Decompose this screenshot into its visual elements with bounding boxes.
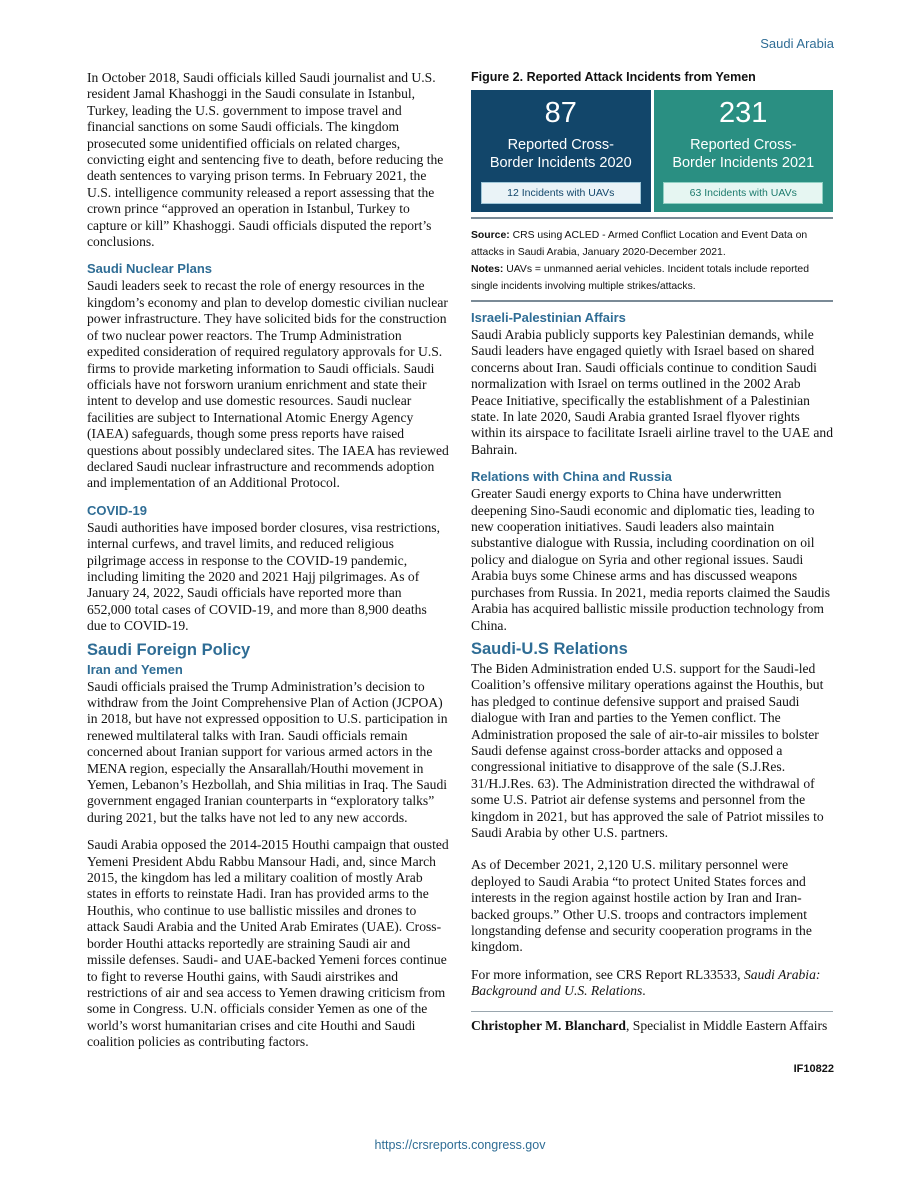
more-info-prefix: For more information, see CRS Report RL33533,	[471, 966, 744, 982]
nuclear-heading: Saudi Nuclear Plans	[87, 261, 212, 277]
us-paragraph-2: As of December 2021, 2,120 U.S. military personnel were deployed to Saudi Arabia “to protect United States forces and interests in the region against hostile action by Iran and Iran-backed groups.” Other U.S. troops and contractors implement longstanding defense and security cooperation programs in the kingdom.	[471, 857, 812, 955]
running-header: Saudi Arabia	[760, 36, 834, 51]
covid-heading: COVID-19	[87, 502, 147, 518]
left-column	[87, 70, 449, 1062]
covid-paragraph: Saudi authorities have imposed border closures, visa restrictions, internal curfews, and travel limits, and reduced religious pilgrimage access in response to the COVID-19 pandemic, including limiting the 2020 and 2021 Hajj pilgrimages. As of January 24, 2022, Saudi officials have reported more than 652,000 total cases of COVID-19, and more than 8,900 deaths due to COVID-19.	[87, 519, 440, 634]
khashoggi-paragraph: In October 2018, Saudi officials killed Saudi journalist and U.S. resident Jamal Khashoggi in the Saudi consulate in Istanbul, Turkey, leading the U.S. government to impose travel and financial sanctions on some Saudi officials. The kingdom prosecuted some unidentified officials on related charges, convicting eight and sentencing five to death, before reducing the death sentences to varying prison terms. In February 2021, the U.S. intelligence community released a report assessing that the crown prince “approved an operation in Istanbul, Turkey to capture or kill” Khashoggi. Saudi officials disputed the report’s conclusions.	[87, 70, 444, 250]
incidents-2020-label	[490, 136, 632, 172]
iran-paragraph: Saudi officials praised the Trump Administration’s decision to withdraw from the Joint Comprehensive Plan of Action (JCPOA) in 2018, but have not expressed opposition to U.S. participation in renewed multilateral talks with Iran. Saudi officials remain concerned about Iranian support for various armed actors in the MENA region, especially the Ansarallah/Houthi movement in Yemen, Lebanon’s Hezbollah, and Shia militias in Iraq. The Saudi government engaged Iranian counterparts in “exploratory talks” during 2021, but the talks have not led to any new accords.	[87, 678, 448, 825]
incidents-2020-value: 87	[544, 97, 577, 129]
saudi-us-heading: Saudi-U.S Relations	[471, 639, 628, 658]
footer-url[interactable]: https://crsreports.congress.gov	[374, 1138, 546, 1152]
report-title: Saudi Arabia: Background and U.S. Relations	[471, 966, 821, 999]
more-info-suffix: .	[642, 983, 646, 999]
incidents-2020-label-line1: Reported Cross-	[507, 137, 614, 153]
china-russia-paragraph: Greater Saudi energy exports to China have underwritten deepening Sino-Saudi economic and diplomatic ties, leading to new cooperation initiatives. Saudi leaders also maintain substantive dialogue with Russia, including coordination on oil policy and dialogue on Syria and other regional issues. Saudi Arabia buys some Chinese arms and has discussed weapons purchases from Russia. In 2021, media reports claimed the Saudis Arabia has acquired ballistic missile production technology from China.	[471, 486, 831, 633]
us-paragraph-1: The Biden Administration ended U.S. support for the Saudi-led Coalition’s offensive military operations against the Houthis, but has pledged to continue defensive support and praised Saudi dialogue with Iran and parties to the Yemen conflict. The Administration proposed the sale of air-to-air missiles to bolster Saudi defense against cross-border attacks and opposed a congressional initiative to disapprove of the sale (S.J.Res. 31/H.J.Res. 63). The Administration directed the withdrawal of some U.S. Patriot air defense systems and personnel from the kingdom in 2021, but has approved the sale of Patriot missiles to Saudi Arabia by other U.S. partners.	[471, 660, 824, 840]
figure-graphic	[471, 90, 833, 219]
incidents-2021-value: 231	[719, 97, 768, 129]
nuclear-paragraph: Saudi leaders seek to recast the role of energy resources in the kingdom’s economy and plan to develop domestic civilian nuclear power infrastructure. They have solicited bids for the construction of two nuclear power reactors. The Trump Administration expedited consideration of required regulatory approvals for U.S. firms to provide marketing information to Saudi officials. Saudi officials have not forsworn uranium enrichment and state their intent to develop and use domestic resources. Saudi nuclear facilities are subject to International Atomic Energy Agency (IAEA) safeguards, though some press reports have raised questions about possibly undeclared sites. The IAEA has reviewed declared Saudi nuclear infrastructure and recommends adoption and implementation of an Additional Protocol.	[87, 278, 449, 491]
source-label: Source:	[471, 230, 510, 241]
incidents-2020-panel	[471, 90, 651, 212]
document-id: IF10822	[793, 1063, 834, 1075]
author-role: , Specialist in Middle Eastern Affairs	[625, 1017, 828, 1033]
figure-source	[471, 227, 833, 261]
israel-heading: Israeli-Palestinian Affairs	[471, 310, 626, 325]
incidents-2021-label-line1: Reported Cross-	[690, 137, 797, 153]
incidents-2021-label	[672, 136, 814, 172]
figure-title: Figure 2. Reported Attack Incidents from Yemen	[471, 70, 756, 84]
china-russia-heading: Relations with China and Russia	[471, 469, 672, 485]
incidents-2021-label-line2: Border Incidents 2021	[672, 155, 815, 171]
foreign-policy-heading: Saudi Foreign Policy	[87, 640, 251, 659]
israel-paragraph: Saudi Arabia publicly supports key Palestinian demands, while Saudi leaders have engaged quietly with Israel based on shared concerns about Iran. Saudi officials continue to condition Saudi normalization with Israel on terms outlined in the 2002 Arab Peace Initiative, specifically the establishment of a Palestinian state. In late 2020, Saudi Arabia granted Israel flyover rights within its airspace to facilitate Israeli airline travel to the UAE and Bahrain.	[471, 327, 833, 457]
author-line	[471, 1011, 833, 1034]
yemen-paragraph: Saudi Arabia opposed the 2014-2015 Houthi campaign that ousted Yemeni President Abdu Rabbu Mansour Hadi, and, since March 2015, the kingdom has led a military coalition of mostly Arab states in efforts to reinstate Hadi. Iran has provided arms to the Houthis, who continue to use ballistic missiles and drones to attack Saudi Arabia and the United Arab Emirates (UAE). Cross-border Houthi attacks reportedly are straining Saudi air and missile defenses. Saudi- and UAE-backed Yemeni forces continue to fight to reverse Houthi gains, with Saudi airstrikes and restrictions of air and sea access to Yemen drawing criticism from some in Congress. U.N. officials consider Yemen as one of the world’s worst humanitarian crises and cite Houthi and Saudi coalition policies as contributing factors.	[87, 837, 449, 1050]
notes-text: UAVs = unmanned aerial vehicles. Incident totals include reported single incidents involving multiple strikes/attacks.	[471, 264, 809, 292]
notes-label: Notes:	[471, 264, 504, 275]
figure-notes-text	[471, 261, 833, 295]
uav-2020-badge: 12 Incidents with UAVs	[481, 182, 641, 204]
iran-yemen-heading: Iran and Yemen	[87, 661, 183, 677]
author-name: Christopher M. Blanchard	[471, 1017, 626, 1033]
incidents-2020-label-line2: Border Incidents 2020	[489, 155, 632, 171]
uav-2021-badge: 63 Incidents with UAVs	[663, 182, 823, 204]
incidents-2021-panel	[654, 90, 834, 212]
right-column	[471, 70, 833, 1034]
source-text: CRS using ACLED - Armed Conflict Location and Event Data on attacks in Saudi Arabia, January 2020-December 2021.	[471, 230, 808, 258]
more-info-paragraph	[471, 967, 833, 1000]
figure-notes	[471, 227, 833, 302]
